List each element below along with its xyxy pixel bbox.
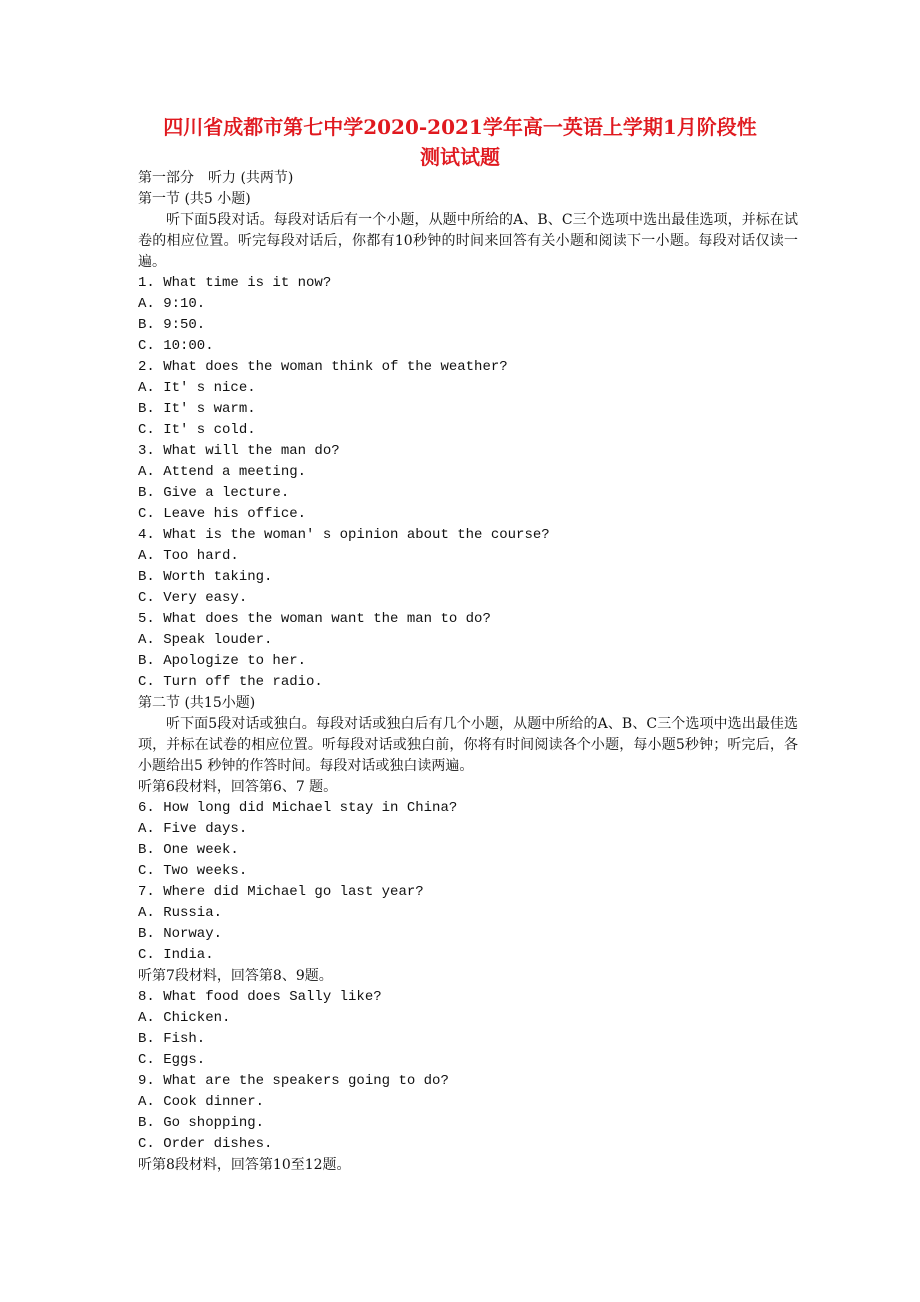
option-4b: B. Worth taking. (138, 569, 273, 585)
question-9: 9. What are the speakers going to do? (138, 1073, 449, 1089)
option-5c: C. Turn off the radio. (138, 674, 323, 690)
option-8b: B. Fish. (138, 1031, 206, 1047)
option-7b: B. Norway. (138, 926, 223, 942)
section-2-heading: 第二节 (共15小题) (138, 695, 256, 711)
option-4a: A. Too hard. (138, 548, 239, 564)
option-1b: B. 9:50. (138, 317, 206, 333)
option-9c: C. Order dishes. (138, 1136, 273, 1152)
option-8a: A. Chicken. (138, 1010, 231, 1026)
material-6-label: 听第6段材料，回答第6、7 题。 (138, 779, 338, 795)
question-3: 3. What will the man do? (138, 443, 340, 459)
option-5a: A. Speak louder. (138, 632, 273, 648)
material-7-label: 听第7段材料，回答第8、9题。 (138, 968, 333, 984)
question-8: 8. What food does Sally like? (138, 989, 382, 1005)
option-9a: A. Cook dinner. (138, 1094, 265, 1110)
material-8-label: 听第8段材料，回答第10至12题。 (138, 1157, 351, 1173)
section-1-heading: 第一节 (共5 小题) (138, 191, 251, 207)
question-4: 4. What is the woman′ s opinion about the course? (138, 527, 550, 543)
option-3a: A. Attend a meeting. (138, 464, 307, 480)
option-6b: B. One week. (138, 842, 239, 858)
question-6: 6. How long did Michael stay in China? (138, 800, 458, 816)
option-2b: B. It′ s warm. (138, 401, 256, 417)
option-3b: B. Give a lecture. (138, 485, 290, 501)
title-line-1: 四川省成都市第七中学2020-2021学年高一英语上学期1月阶段性 (163, 115, 757, 139)
question-5: 5. What does the woman want the man to do? (138, 611, 491, 627)
option-9b: B. Go shopping. (138, 1115, 265, 1131)
option-1a: A. 9:10. (138, 296, 206, 312)
option-2c: C. It′ s cold. (138, 422, 256, 438)
title-line-2: 测试试题 (420, 145, 500, 169)
option-7a: A. Russia. (138, 905, 223, 921)
option-2a: A. It′ s nice. (138, 380, 256, 396)
option-6a: A. Five days. (138, 821, 248, 837)
option-6c: C. Two weeks. (138, 863, 248, 879)
question-7: 7. Where did Michael go last year? (138, 884, 424, 900)
question-1: 1. What time is it now? (138, 275, 332, 291)
question-2: 2. What does the woman think of the weather? (138, 359, 508, 375)
section-2-instructions: 听下面5段对话或独白。每段对话或独白后有几个小题，从题中所给的A、B、C三个选项中选出最佳选项，并标在试卷的相应位置。听每段对话或独白前，你将有时间阅读各个小题，每小题5秒钟；听完后，各小题给出5 秒钟的作答时间。每段对话或独白读两遍。 (138, 716, 798, 774)
option-5b: B. Apologize to her. (138, 653, 307, 669)
option-8c: C. Eggs. (138, 1052, 206, 1068)
option-4c: C. Very easy. (138, 590, 248, 606)
option-7c: C. India. (138, 947, 214, 963)
document-body (138, 168, 798, 1176)
section-1-instructions: 听下面5段对话。每段对话后有一个小题，从题中所给的A、B、C三个选项中选出最佳选项，并标在试卷的相应位置。听完每段对话后，你都有10秒钟的时间来回答有关小题和阅读下一小题。每段对话仅读一遍。 (138, 212, 798, 270)
part-heading: 第一部分 听力 (共两节) (138, 170, 294, 186)
option-1c: C. 10:00. (138, 338, 214, 354)
document-title (130, 112, 790, 172)
option-3c: C. Leave his office. (138, 506, 307, 522)
